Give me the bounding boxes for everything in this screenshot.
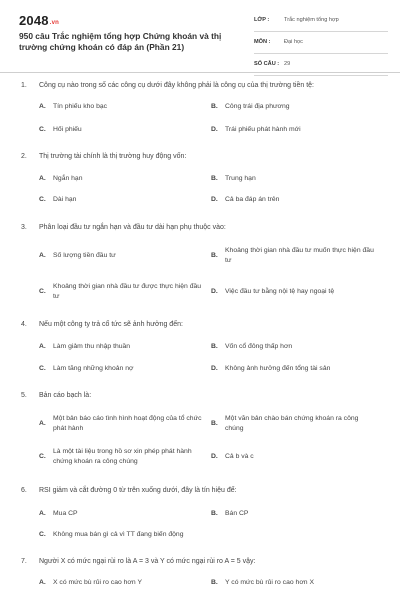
option-text: Trung hạn <box>225 175 256 182</box>
logo-suffix: .vn <box>49 20 60 26</box>
option-text: Ngắn hạn <box>53 175 83 182</box>
option-letter: A. <box>39 343 46 350</box>
meta-label: MÔN : <box>254 39 271 45</box>
option-text: Hối phiếu <box>53 126 82 133</box>
question-number: 3. <box>21 224 27 231</box>
option-text: Một bản báo cáo tình hình hoạt động của tổ chức phát hành <box>53 415 202 432</box>
meta-row-class <box>254 14 388 32</box>
question-3 <box>21 224 381 300</box>
option-letter: A. <box>39 175 46 182</box>
option-letter: B. <box>211 252 218 259</box>
option-text: Không mua bán gì cả vì TT đang biến động <box>53 531 184 538</box>
question-5 <box>21 392 381 465</box>
option-text: Dài hạn <box>53 196 77 203</box>
option-letter: C. <box>39 126 46 133</box>
question-number: 2. <box>21 153 27 160</box>
option-letter: B. <box>211 579 218 586</box>
site-logo[interactable] <box>19 13 59 28</box>
question-number: 6. <box>21 487 27 494</box>
option-text: Là một tài liệu trong hồ sơ xin phép phát hành chứng khoán ra công chúng <box>53 448 192 465</box>
question-text: Công cụ nào trong số các công cụ dưới đây không phải là công cụ của thị trường tiền tệ: <box>39 82 314 89</box>
option-letter: D. <box>211 196 218 203</box>
question-number: 7. <box>21 558 27 565</box>
option-letter: A. <box>39 103 46 110</box>
option-text: Tín phiếu kho bạc <box>53 103 108 110</box>
option-letter: B. <box>211 420 218 427</box>
option-letter: B. <box>211 175 218 182</box>
meta-label: SỐ CÂU : <box>254 61 280 67</box>
option-letter: C. <box>39 196 46 203</box>
option-letter: C. <box>39 365 46 372</box>
meta-value: Trắc nghiệm tổng hợp <box>284 17 339 23</box>
question-text: Người X có mức ngại rủi ro là A = 3 và Y có mức ngại rủi ro A = 5 vậy: <box>39 558 256 565</box>
option-text: Làm giảm thu nhập thuần <box>53 343 131 350</box>
option-letter: B. <box>211 103 218 110</box>
option-text: Số lượng tiền đầu tư <box>53 252 116 259</box>
option-letter: A. <box>39 420 46 427</box>
option-text: Việc đầu tư bằng nội tệ hay ngoại tệ <box>225 288 335 295</box>
option-text: Y có mức bù rủi ro cao hơn X <box>225 579 314 586</box>
question-text: Nếu một công ty trả cổ tức sẽ ảnh hưởng đến: <box>39 321 183 328</box>
option-text: Trái phiếu phát hành mới <box>225 126 301 133</box>
question-1 <box>21 82 381 133</box>
question-number: 1. <box>21 82 27 89</box>
question-2 <box>21 153 381 203</box>
option-text: Cả b và c <box>225 453 254 460</box>
option-text: Vốn cổ đông thấp hơn <box>225 343 293 350</box>
logo-text: 2048 <box>19 13 49 28</box>
option-text: X có mức bù rủi ro cao hơn Y <box>53 579 142 586</box>
option-letter: C. <box>39 288 46 295</box>
option-text: Mua CP <box>53 510 78 517</box>
option-letter: D. <box>211 453 218 460</box>
question-number: 4. <box>21 321 27 328</box>
question-6 <box>21 487 381 538</box>
meta-row-count <box>254 58 388 76</box>
question-text: RSI giảm và cắt đường 0 từ trên xuống dưới, đây là tín hiệu để: <box>39 487 237 494</box>
option-text: Làm tăng những khoản nợ <box>53 365 134 372</box>
document-meta <box>254 14 388 80</box>
question-7 <box>21 558 381 586</box>
option-letter: A. <box>39 252 46 259</box>
question-text: Thị trường tài chính là thị trường huy động vốn: <box>39 153 187 160</box>
option-letter: C. <box>39 531 46 538</box>
meta-row-subject <box>254 36 388 54</box>
meta-label: LỚP : <box>254 17 270 23</box>
option-letter: B. <box>211 343 218 350</box>
meta-value: 29 <box>284 61 291 67</box>
option-letter: B. <box>211 510 218 517</box>
question-number: 5. <box>21 392 27 399</box>
question-4 <box>21 321 381 372</box>
option-text: Khoảng thời gian nhà đầu tư được thực hiện đầu tư <box>53 283 202 300</box>
option-letter: D. <box>211 288 218 295</box>
question-text: Bản cáo bạch là: <box>39 392 92 399</box>
option-letter: D. <box>211 365 218 372</box>
option-text: Khoảng thời gian nhà đầu tư muốn thực hiện đầu tư <box>225 247 374 264</box>
question-text: Phân loại đầu tư ngắn hạn và đầu tư dài hạn phụ thuộc vào: <box>39 224 226 231</box>
document-header <box>0 0 400 73</box>
option-letter: C. <box>39 453 46 460</box>
option-letter: A. <box>39 579 46 586</box>
option-text: Một văn bản chào bán chứng khoán ra công chúng <box>225 415 359 432</box>
document-title: 950 câu Trắc nghiệm tổng hợp Chứng khoán và thị trường chứng khoán có đáp án (Phần 21) <box>19 31 222 52</box>
option-text: Không ảnh hưởng đến tổng tài sản <box>225 365 331 372</box>
option-letter: A. <box>39 510 46 517</box>
option-text: Cả ba đáp án trên <box>225 196 280 203</box>
meta-value: Đại học <box>284 39 303 45</box>
option-text: Bán CP <box>225 510 249 517</box>
option-text: Công trái địa phương <box>225 103 290 110</box>
option-letter: D. <box>211 126 218 133</box>
